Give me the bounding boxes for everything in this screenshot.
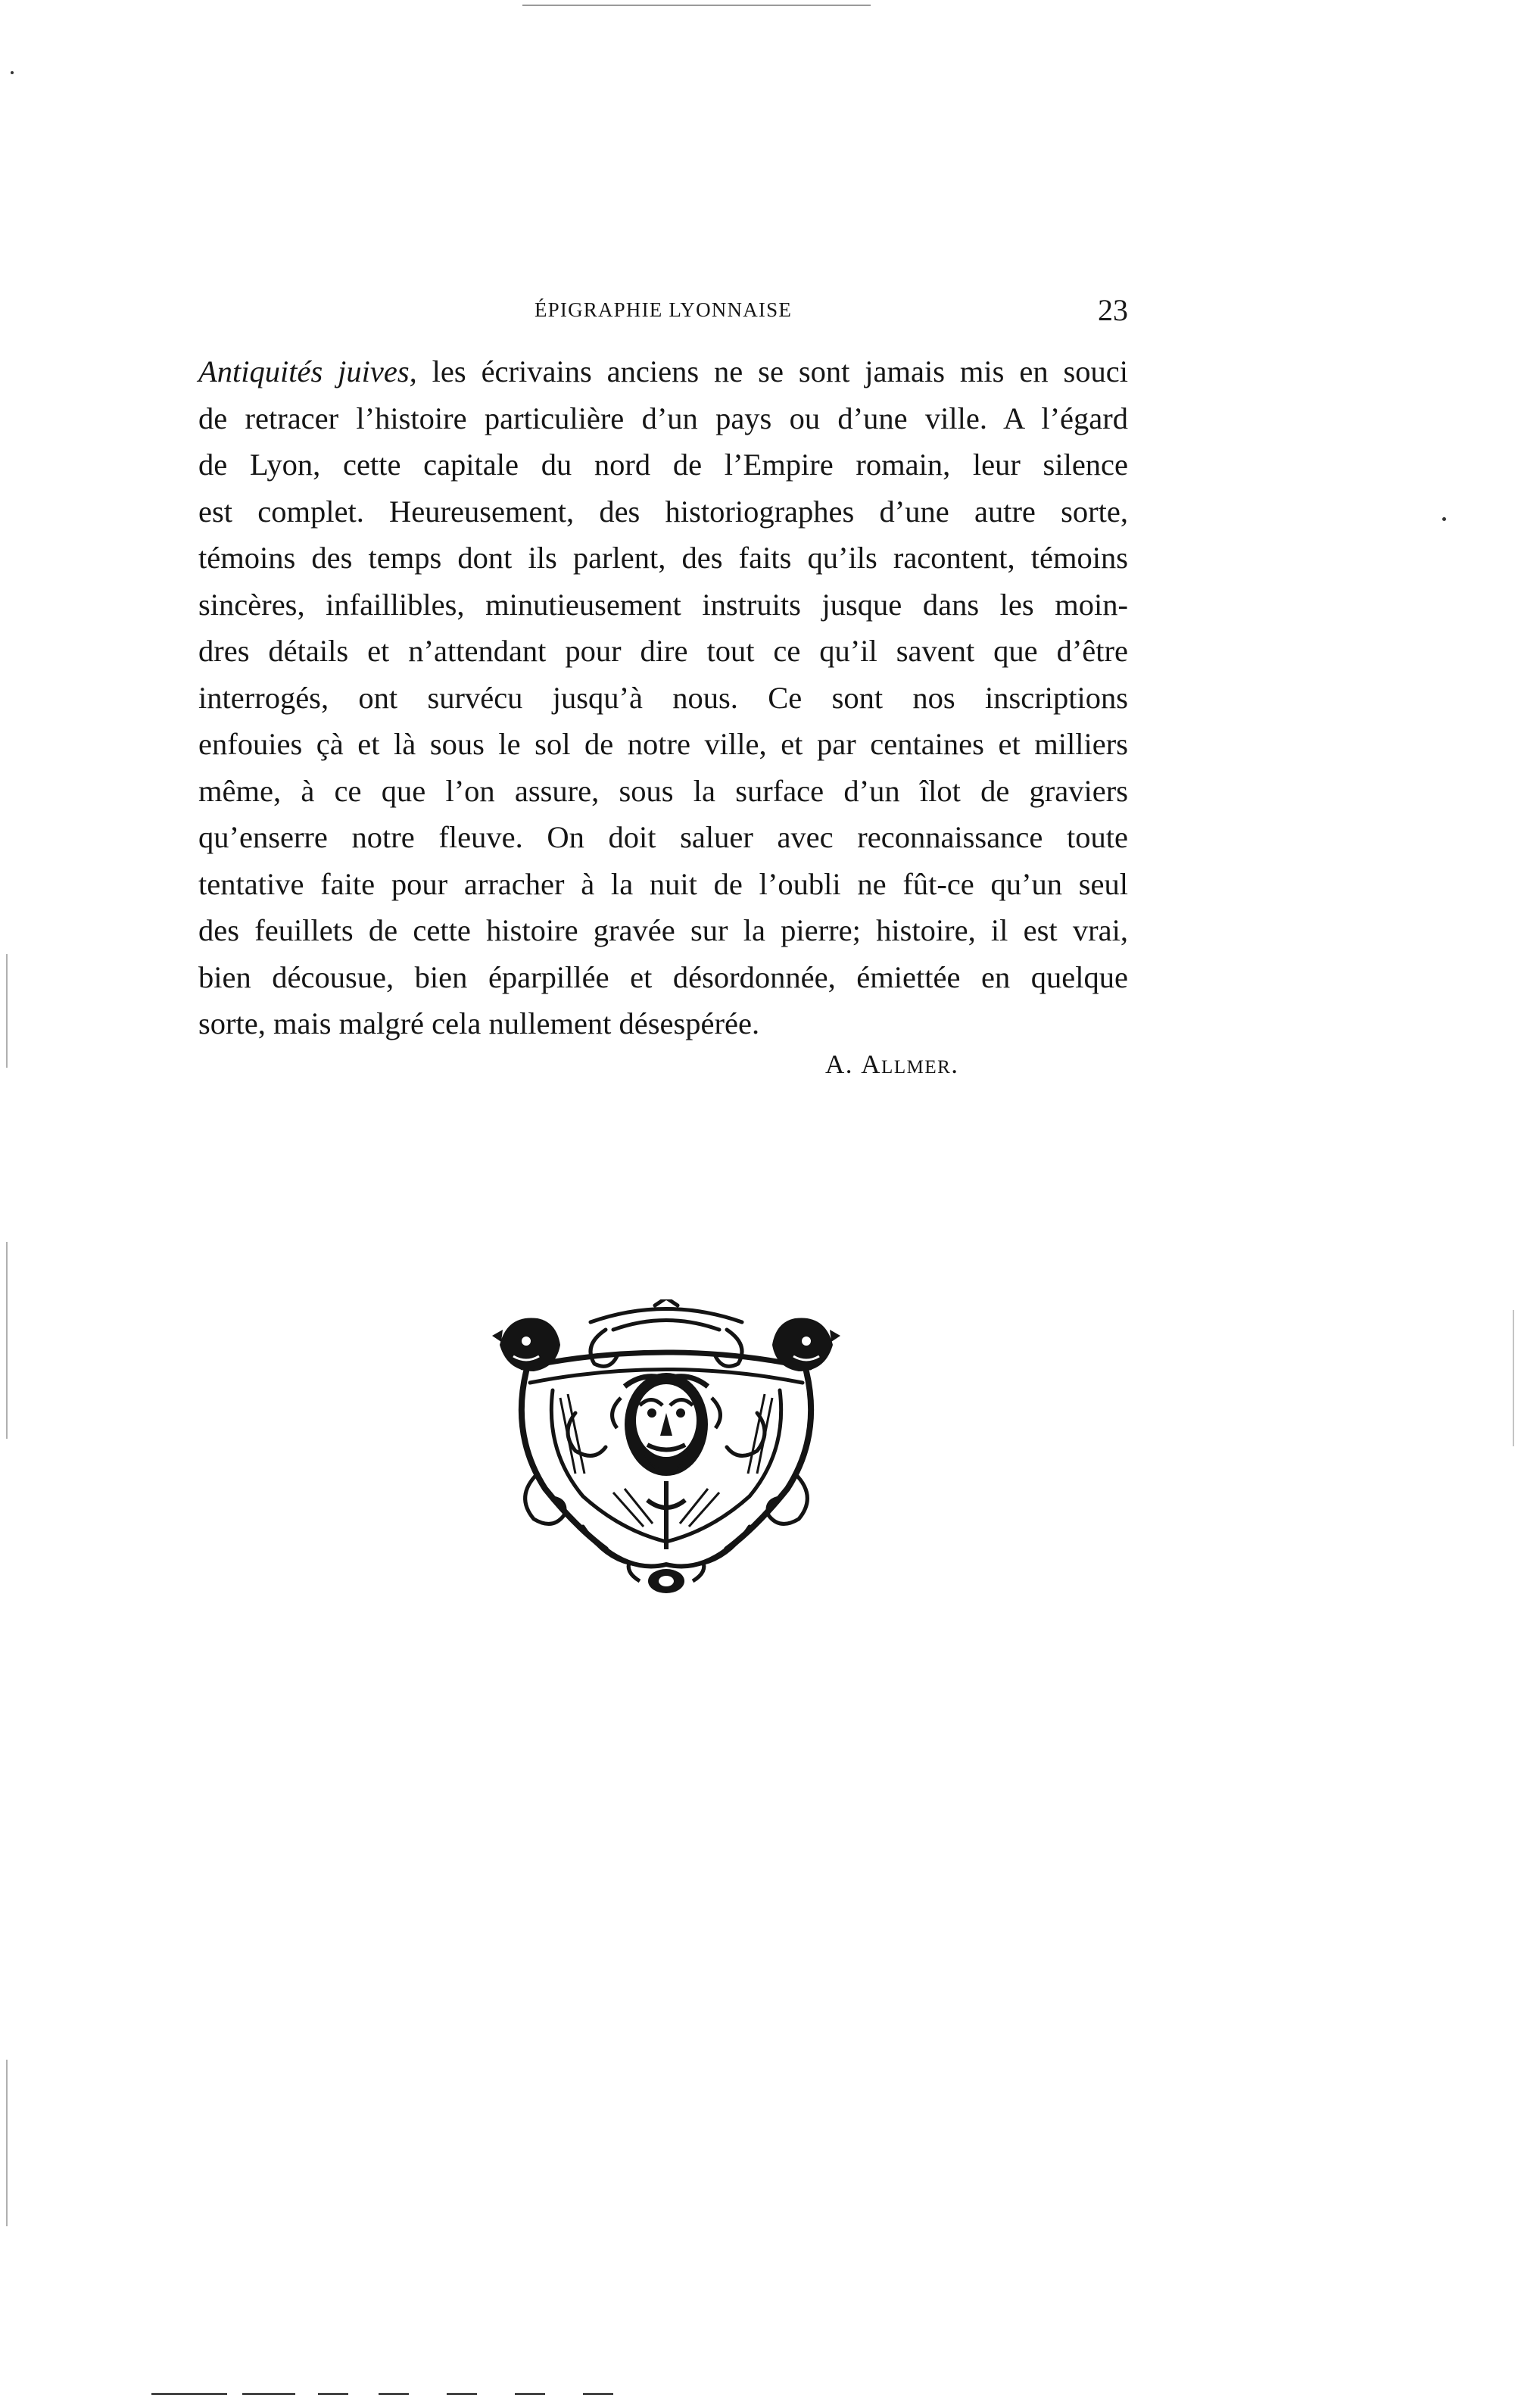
scan-dash: [318, 2393, 348, 2395]
text-line: des feuillets de cette histoire gravée sur la pierre; histoire, il est vrai,: [198, 913, 1128, 947]
text-line: témoins des temps dont ils parlent, des faits qu’ils racontent, témoins: [198, 541, 1128, 575]
author-name: Allmer.: [861, 1050, 959, 1079]
scan-dash: [447, 2393, 477, 2395]
text-line: bien décousue, bien éparpillée et désordonnée, émiettée en quelque: [198, 959, 1128, 994]
scan-dash: [583, 2393, 613, 2395]
text-line: même, à ce que l’on assure, sous la surface d’un îlot de graviers: [198, 773, 1128, 808]
text-line: interrogés, ont survécu jusqu’à nous. Ce sont nos inscriptions: [198, 680, 1128, 715]
text-line: sorte, mais malgré cela nullement désespérée.: [198, 1006, 760, 1040]
scan-edge-left: [6, 2060, 8, 2226]
text-line: est complet. Heureusement, des historiographes d’une autre sorte,: [198, 494, 1128, 529]
text-line: sincères, infaillibles, minutieusement instruits jusque dans les moin-: [198, 587, 1128, 622]
text-line: dres détails et n’attendant pour dire tout ce qu’il savent que d’être: [198, 634, 1128, 668]
scan-edge-left: [6, 1242, 8, 1439]
scan-dash: [515, 2393, 545, 2395]
author-initial: A.: [825, 1050, 854, 1079]
cul-de-lampe-grotesque-mask-icon: [492, 1299, 840, 1602]
scan-edge-top: [522, 5, 871, 6]
scan-edge-left: [6, 954, 8, 1068]
scan-dash: [379, 2393, 409, 2395]
text-line: tentative faite pour arracher à la nuit de l’oubli ne fût-ce qu’un seul: [198, 866, 1128, 901]
scan-edge-right: [1513, 1310, 1514, 1446]
text-line: [198, 348, 1128, 395]
line-text: les écrivains anciens ne se sont jamais mis en souci: [416, 354, 1128, 388]
page-number: 23: [1098, 293, 1128, 327]
text-line: de retracer l’histoire particulière d’un pays ou d’une ville. A l’égard: [198, 401, 1128, 435]
text-line: de Lyon, cette capitale du nord de l’Empire romain, leur silence: [198, 448, 1128, 482]
text-line: qu’enserre notre fleuve. On doit saluer avec reconnaissance toute: [198, 820, 1128, 854]
author-signature: [825, 1050, 959, 1080]
running-head: [198, 292, 1128, 330]
header-title: ÉPIGRAPHIE LYONNAISE: [534, 298, 793, 321]
scan-speck: [1442, 517, 1446, 521]
text-line: enfouies çà et là sous le sol de notre ville, et par centaines et milliers: [198, 727, 1128, 761]
body-paragraph: [198, 348, 1128, 1047]
scan-speck: [11, 71, 14, 74]
scan-dash: [242, 2393, 295, 2395]
italic-title: Antiquités juives,: [198, 354, 417, 388]
scan-dash: [151, 2393, 227, 2395]
